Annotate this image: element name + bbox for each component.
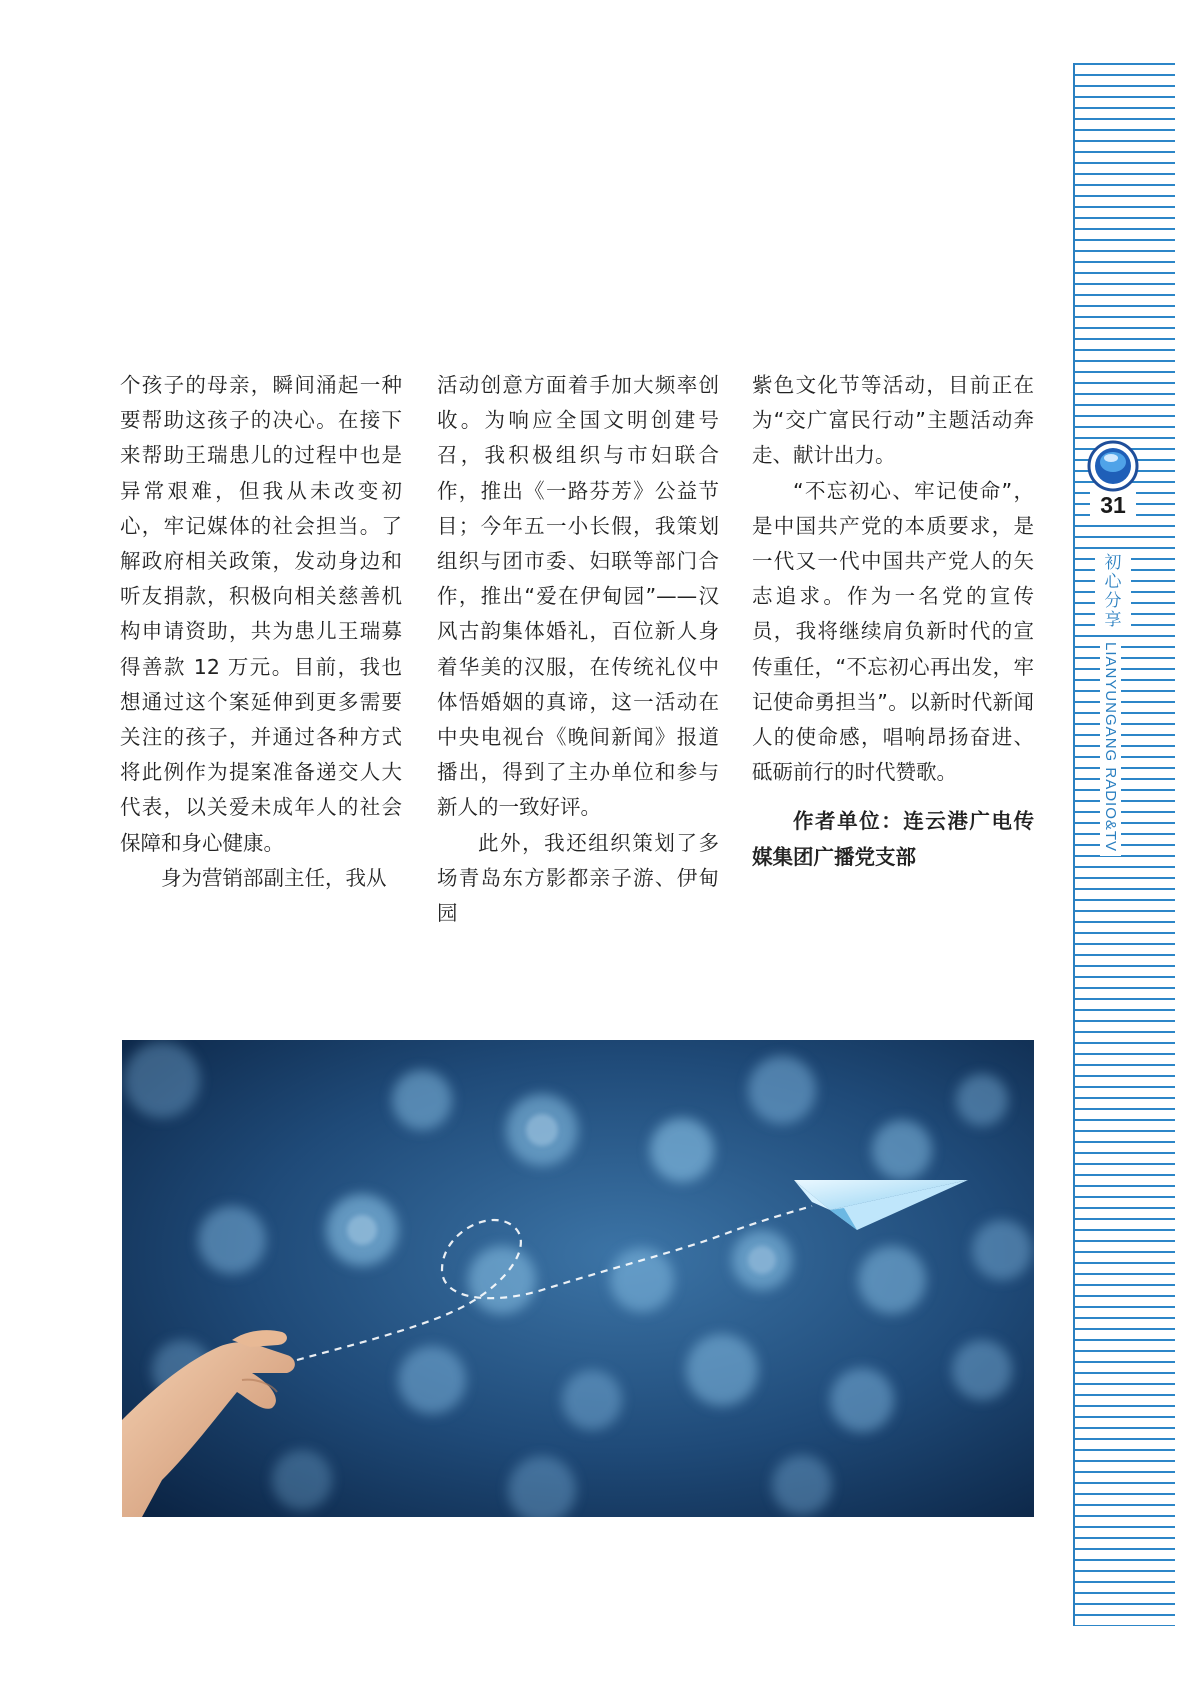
- section-title-char: 分: [1104, 591, 1122, 611]
- paragraph: 个孩子的母亲，瞬间涌起一种要帮助这孩子的决心。在接下来帮助王瑞患儿的过程中也是异常艰难，但我从未改变初心，牢记媒体的社会担当。了解政府相关政策，发动身边和听友捐款，积极向相关慈善机构申请资助，共为患儿王瑞募得善款 12 万元。目前，我也想通过这个案延伸到更多需要关注的孩子，并通过各种方式将此例作为提案准备递交人大代表，以关爱未成年人的社会保障和身心健康。: [120, 373, 402, 855]
- station-name: LIANYUNGANG RADIO&TV: [1100, 638, 1121, 856]
- author-affiliation: 作者单位：连云港广电传媒集团广播党支部: [752, 809, 1034, 869]
- photo-paper-airplane: [122, 1040, 1034, 1517]
- text-column-1: [120, 368, 402, 896]
- magazine-logo-icon: [1087, 440, 1139, 492]
- section-title-char: 享: [1104, 610, 1122, 630]
- section-title-char: 心: [1104, 572, 1122, 592]
- paragraph: 活动创意方面着手加大频率创收。为响应全国文明创建号召，我积极组织与市妇联合作，推出《一路芬芳》公益节目；今年五一小长假，我策划组织与团市委、妇联等部门合作，推出“爱在伊甸园”——汉风古韵集体婚礼，百位新人身着华美的汉服，在传统礼仪中体悟婚姻的真谛，这一活动在中央电视台《晚间新闻》报道播出，得到了主办单位和参与新人的一致好评。: [437, 373, 719, 820]
- text-column-2: [437, 368, 719, 931]
- section-title: [1095, 552, 1131, 632]
- text-column-3: [752, 368, 1034, 875]
- striped-sidebar: [1073, 63, 1175, 1626]
- paragraph: 此外，我还组织策划了多场青岛东方影都亲子游、伊甸园: [437, 830, 719, 926]
- paragraph: “不忘初心、牢记使命”，是中国共产党的本质要求，是一代又一代中国共产党人的矢志追求。作为一名党的宣传员，我将继续肩负新时代的宣传重任，“不忘初心再出发，牢记使命勇担当”。以新时代新闻人的使命感，唱响昂扬奋进、砥砺前行的时代赞歌。: [752, 478, 1034, 785]
- section-title-char: 初: [1104, 553, 1122, 573]
- paragraph: 身为营销部副主任，我从: [161, 865, 387, 890]
- paragraph: 紫色文化节等活动，目前正在为“交广富民行动”主题活动奔走、献计出力。: [752, 373, 1034, 468]
- page-number: 31: [1090, 492, 1136, 518]
